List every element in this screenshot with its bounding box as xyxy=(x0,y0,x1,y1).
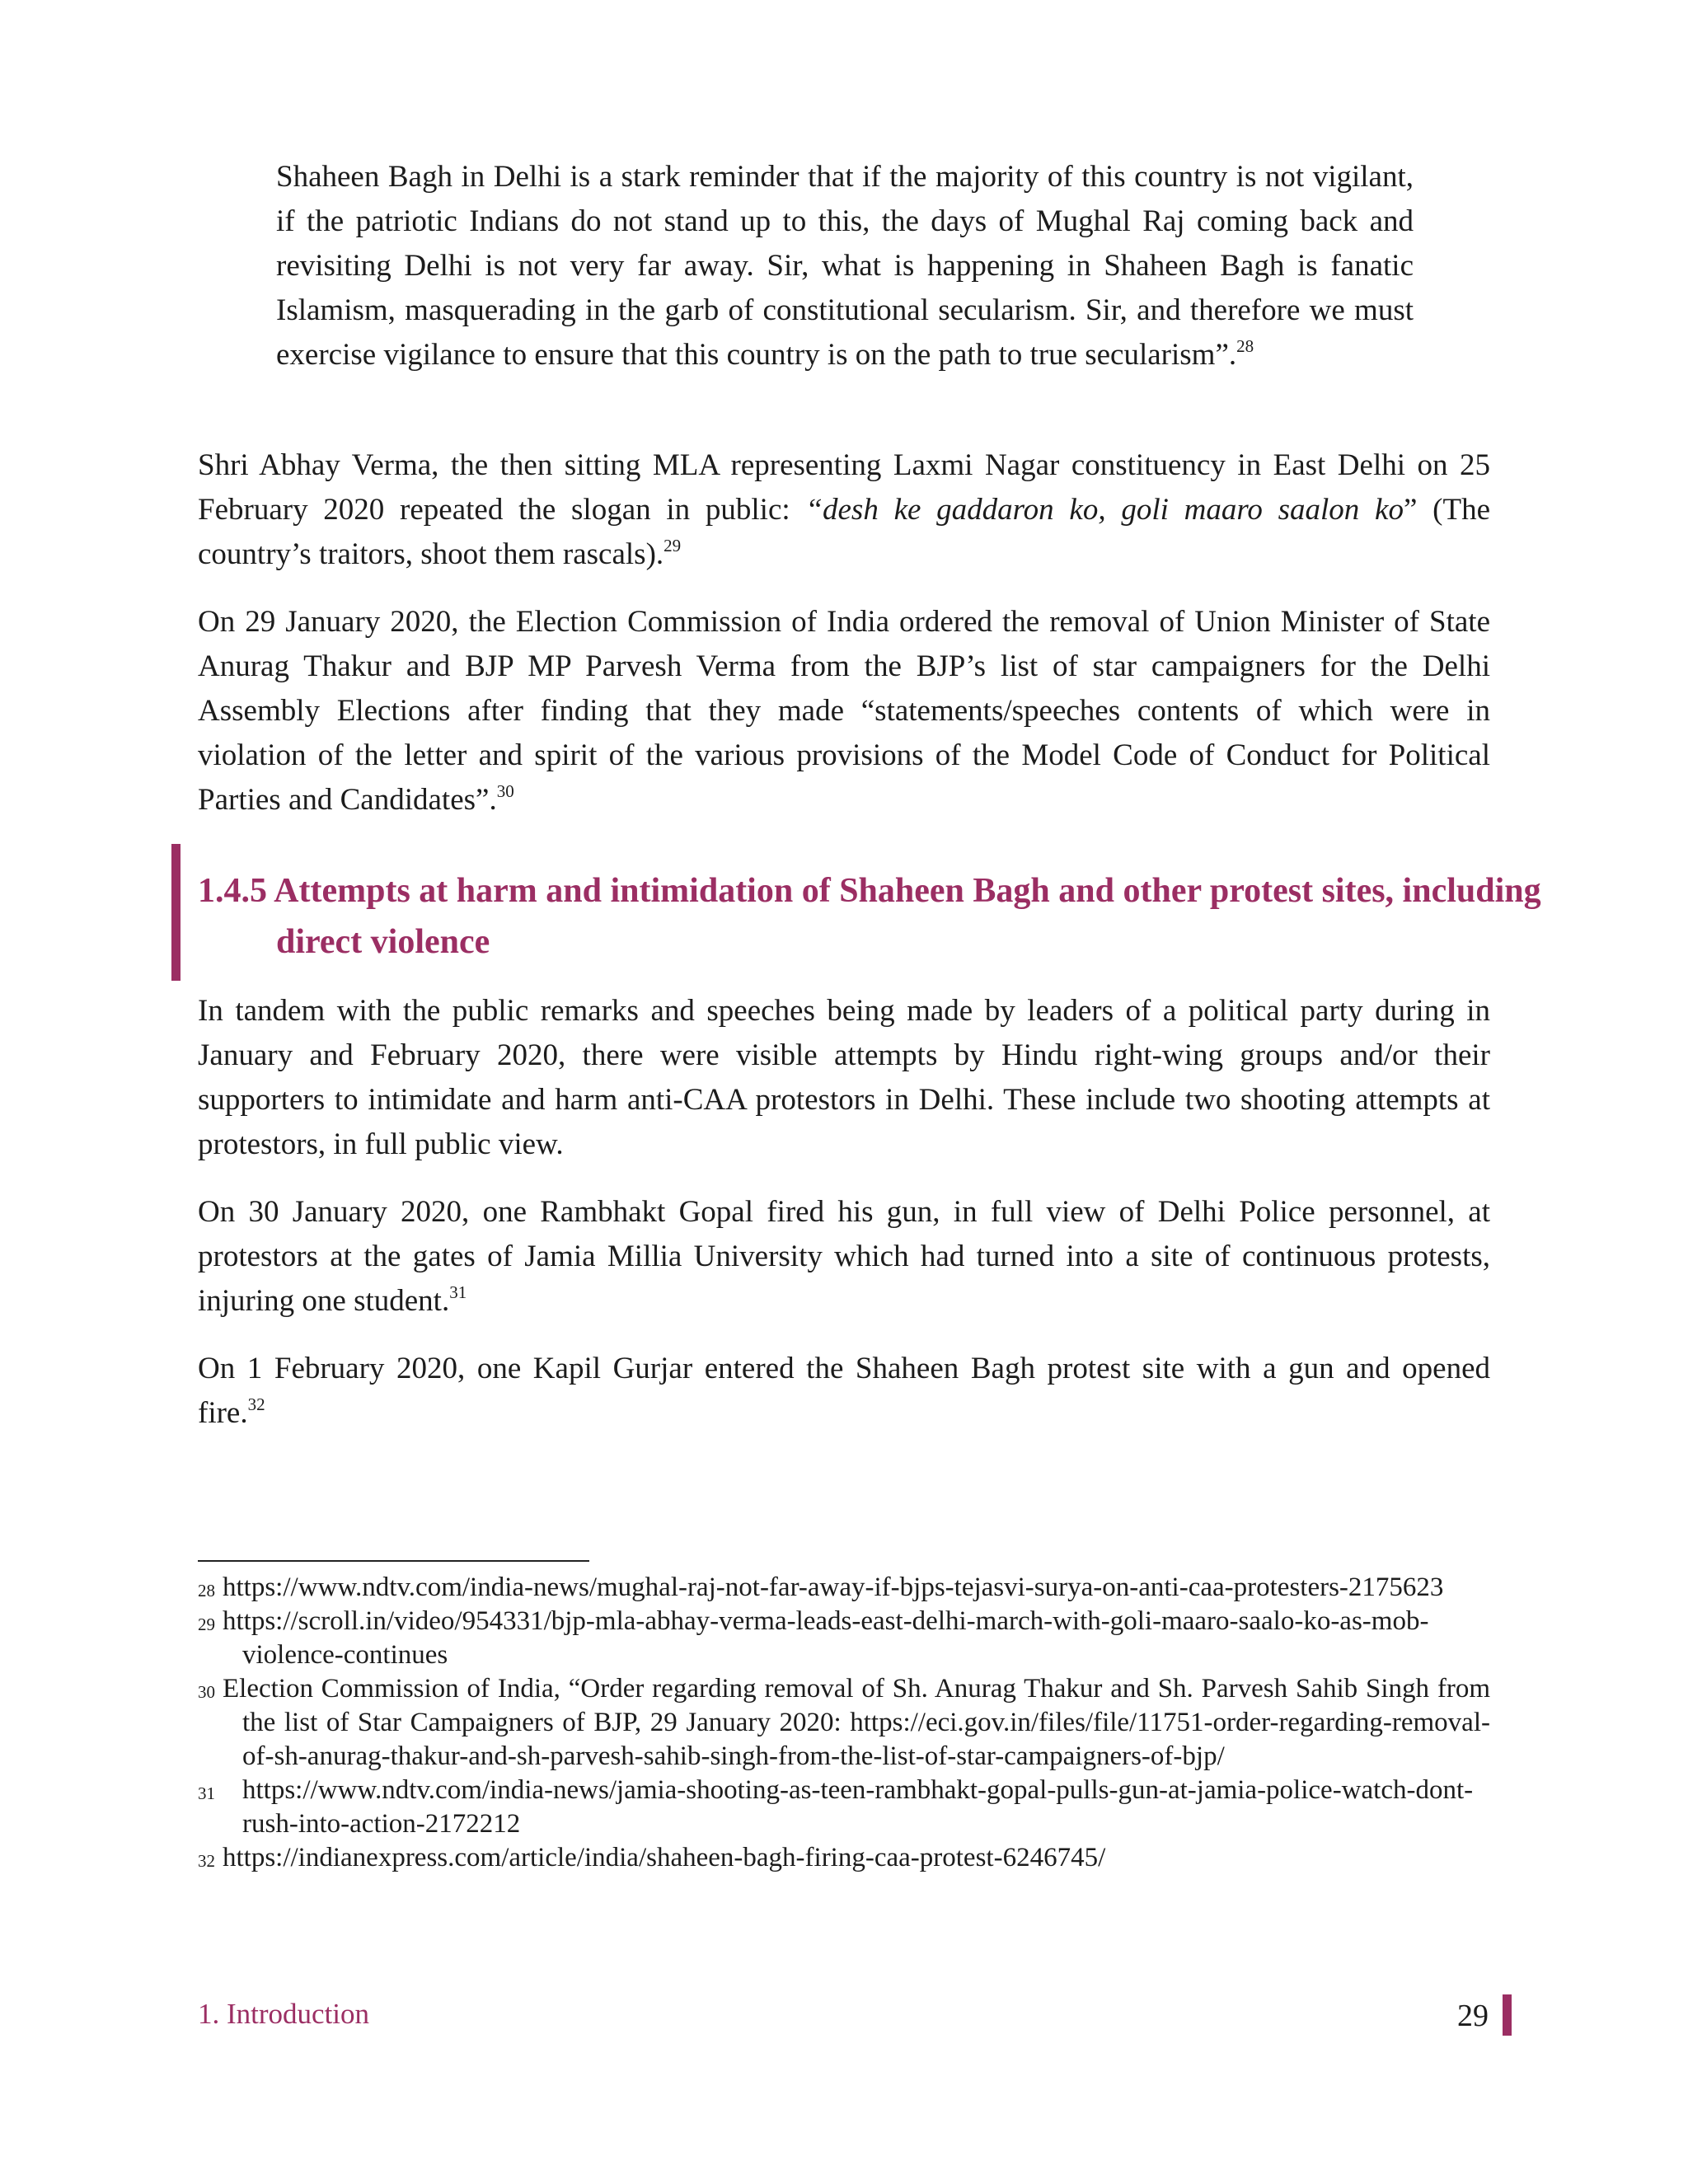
footnote-ref-31[interactable]: 31 xyxy=(449,1282,467,1302)
paragraph-text: ” (The country’s traitors, shoot them rascals). xyxy=(198,493,1490,571)
slogan-italic: “desh ke gaddaron ko, goli maaro saalon ko xyxy=(805,493,1404,527)
footnote-ref-28[interactable]: 28 xyxy=(1236,335,1254,356)
footnote-number: 31 xyxy=(198,1783,215,1803)
footer-accent-bar xyxy=(1503,1994,1512,2036)
footnote-29 xyxy=(198,1605,1490,1672)
footnote-28 xyxy=(198,1571,1490,1605)
quote-text: Shaheen Bagh in Delhi is a stark reminder that if the majority of this country is not vigilant, if the patriotic Indians do not stand up to this, the days of Mughal Raj coming back and revisiting Delhi is not very far away. Sir, what is happening in Shaheen Bagh is fanatic Islamism, masquerading in the garb of constitutional secularism. Sir, and therefore we must exercise vigilance to ensure that this country is on the path to true secularism”. xyxy=(276,160,1414,372)
footnote-number: 30 xyxy=(198,1682,215,1702)
footnote-link[interactable]: https://www.ndtv.com/india-news/mughal-raj-not-far-away-if-bjps-tejasvi-surya-on-anti-caa-protesters-2175623 xyxy=(223,1572,1444,1602)
footnote-ref-32[interactable]: 32 xyxy=(247,1394,265,1414)
paragraph-abhay-verma xyxy=(198,443,1490,577)
paragraph-text: Shri Abhay Verma, the then sitting MLA representing Laxmi Nagar constituency in East Delhi on 25 February 2020 repeated the slogan in public: xyxy=(198,448,1490,527)
footnotes xyxy=(198,1571,1490,1875)
footnote-text[interactable]: Election Commission of India, “Order regarding removal of Sh. Anurag Thakur and Sh. Parvesh Sahib Singh from the list of Star Campaigners of BJP, 29 January 2020: https://eci.gov.in/files/file/11751-order-regarding-removal-of-sh-anurag-thakur-and-sh-parvesh-sahib-singh-from-the-list-of-star-campaigners-of-bjp/ xyxy=(223,1674,1490,1771)
paragraph-shaheen-bagh-firing xyxy=(198,1347,1490,1436)
footer-section-title: 1. Introduction xyxy=(198,1998,370,2030)
footnote-30 xyxy=(198,1672,1490,1774)
paragraph-text: On 30 January 2020, one Rambhakt Gopal fired his gun, in full view of Delhi Police personnel, at protestors at the gates of Jamia Millia University which had turned into a site of continuous protests, injuring one student. xyxy=(198,1195,1490,1318)
section-heading: 1.4.5 Attempts at harm and intimidation of Shaheen Bagh and other protest sites, including direct violence xyxy=(198,872,1541,961)
footnote-link[interactable]: https://indianexpress.com/article/india/shaheen-bagh-firing-caa-protest-6246745/ xyxy=(223,1843,1106,1872)
footnote-ref-29[interactable]: 29 xyxy=(663,535,682,555)
heading-accent-bar xyxy=(171,844,181,981)
footnote-link[interactable]: https://www.ndtv.com/india-news/jamia-shooting-as-teen-rambhakt-gopal-pulls-gun-at-jamia-police-watch-dont-rush-into-action-2172212 xyxy=(242,1775,1474,1839)
paragraph-election-commission xyxy=(198,600,1490,823)
paragraph-tandem xyxy=(198,989,1490,1167)
paragraph-text: In tandem with the public remarks and speeches being made by leaders of a political party during in January and February 2020, there were visible attempts by Hindu right-wing groups and/or their supporters to intimidate and harm anti-CAA protestors in Delhi. These include two shooting attempts at protestors, in full public view. xyxy=(198,994,1490,1161)
footnote-number: 32 xyxy=(198,1851,215,1871)
footnote-separator xyxy=(198,1560,589,1562)
paragraph-jamia-shooting xyxy=(198,1190,1490,1324)
block-quote xyxy=(276,155,1414,377)
footnote-link[interactable]: https://scroll.in/video/954331/bjp-mla-abhay-verma-leads-east-delhi-march-with-goli-maaro-saalo-ko-as-mob-violence-continues xyxy=(223,1606,1429,1670)
paragraph-text: On 1 February 2020, one Kapil Gurjar entered the Shaheen Bagh protest site with a gun and opened fire. xyxy=(198,1352,1490,1430)
footnote-32 xyxy=(198,1841,1490,1875)
page-number: 29 xyxy=(1457,1999,1489,2033)
footnote-ref-30[interactable]: 30 xyxy=(496,780,514,801)
paragraph-text: On 29 January 2020, the Election Commission of India ordered the removal of Union Minister of State Anurag Thakur and BJP MP Parvesh Verma from the BJP’s list of star campaigners for the Delhi Assembly Elections after finding that they made “statements/speeches contents of which were in violation of the letter and spirit of the various provisions of the Model Code of Conduct for Political Parties and Candidates”. xyxy=(198,605,1490,817)
footnote-number: 29 xyxy=(198,1615,215,1634)
footnote-number: 28 xyxy=(198,1581,215,1601)
footnote-31 xyxy=(198,1774,1490,1841)
